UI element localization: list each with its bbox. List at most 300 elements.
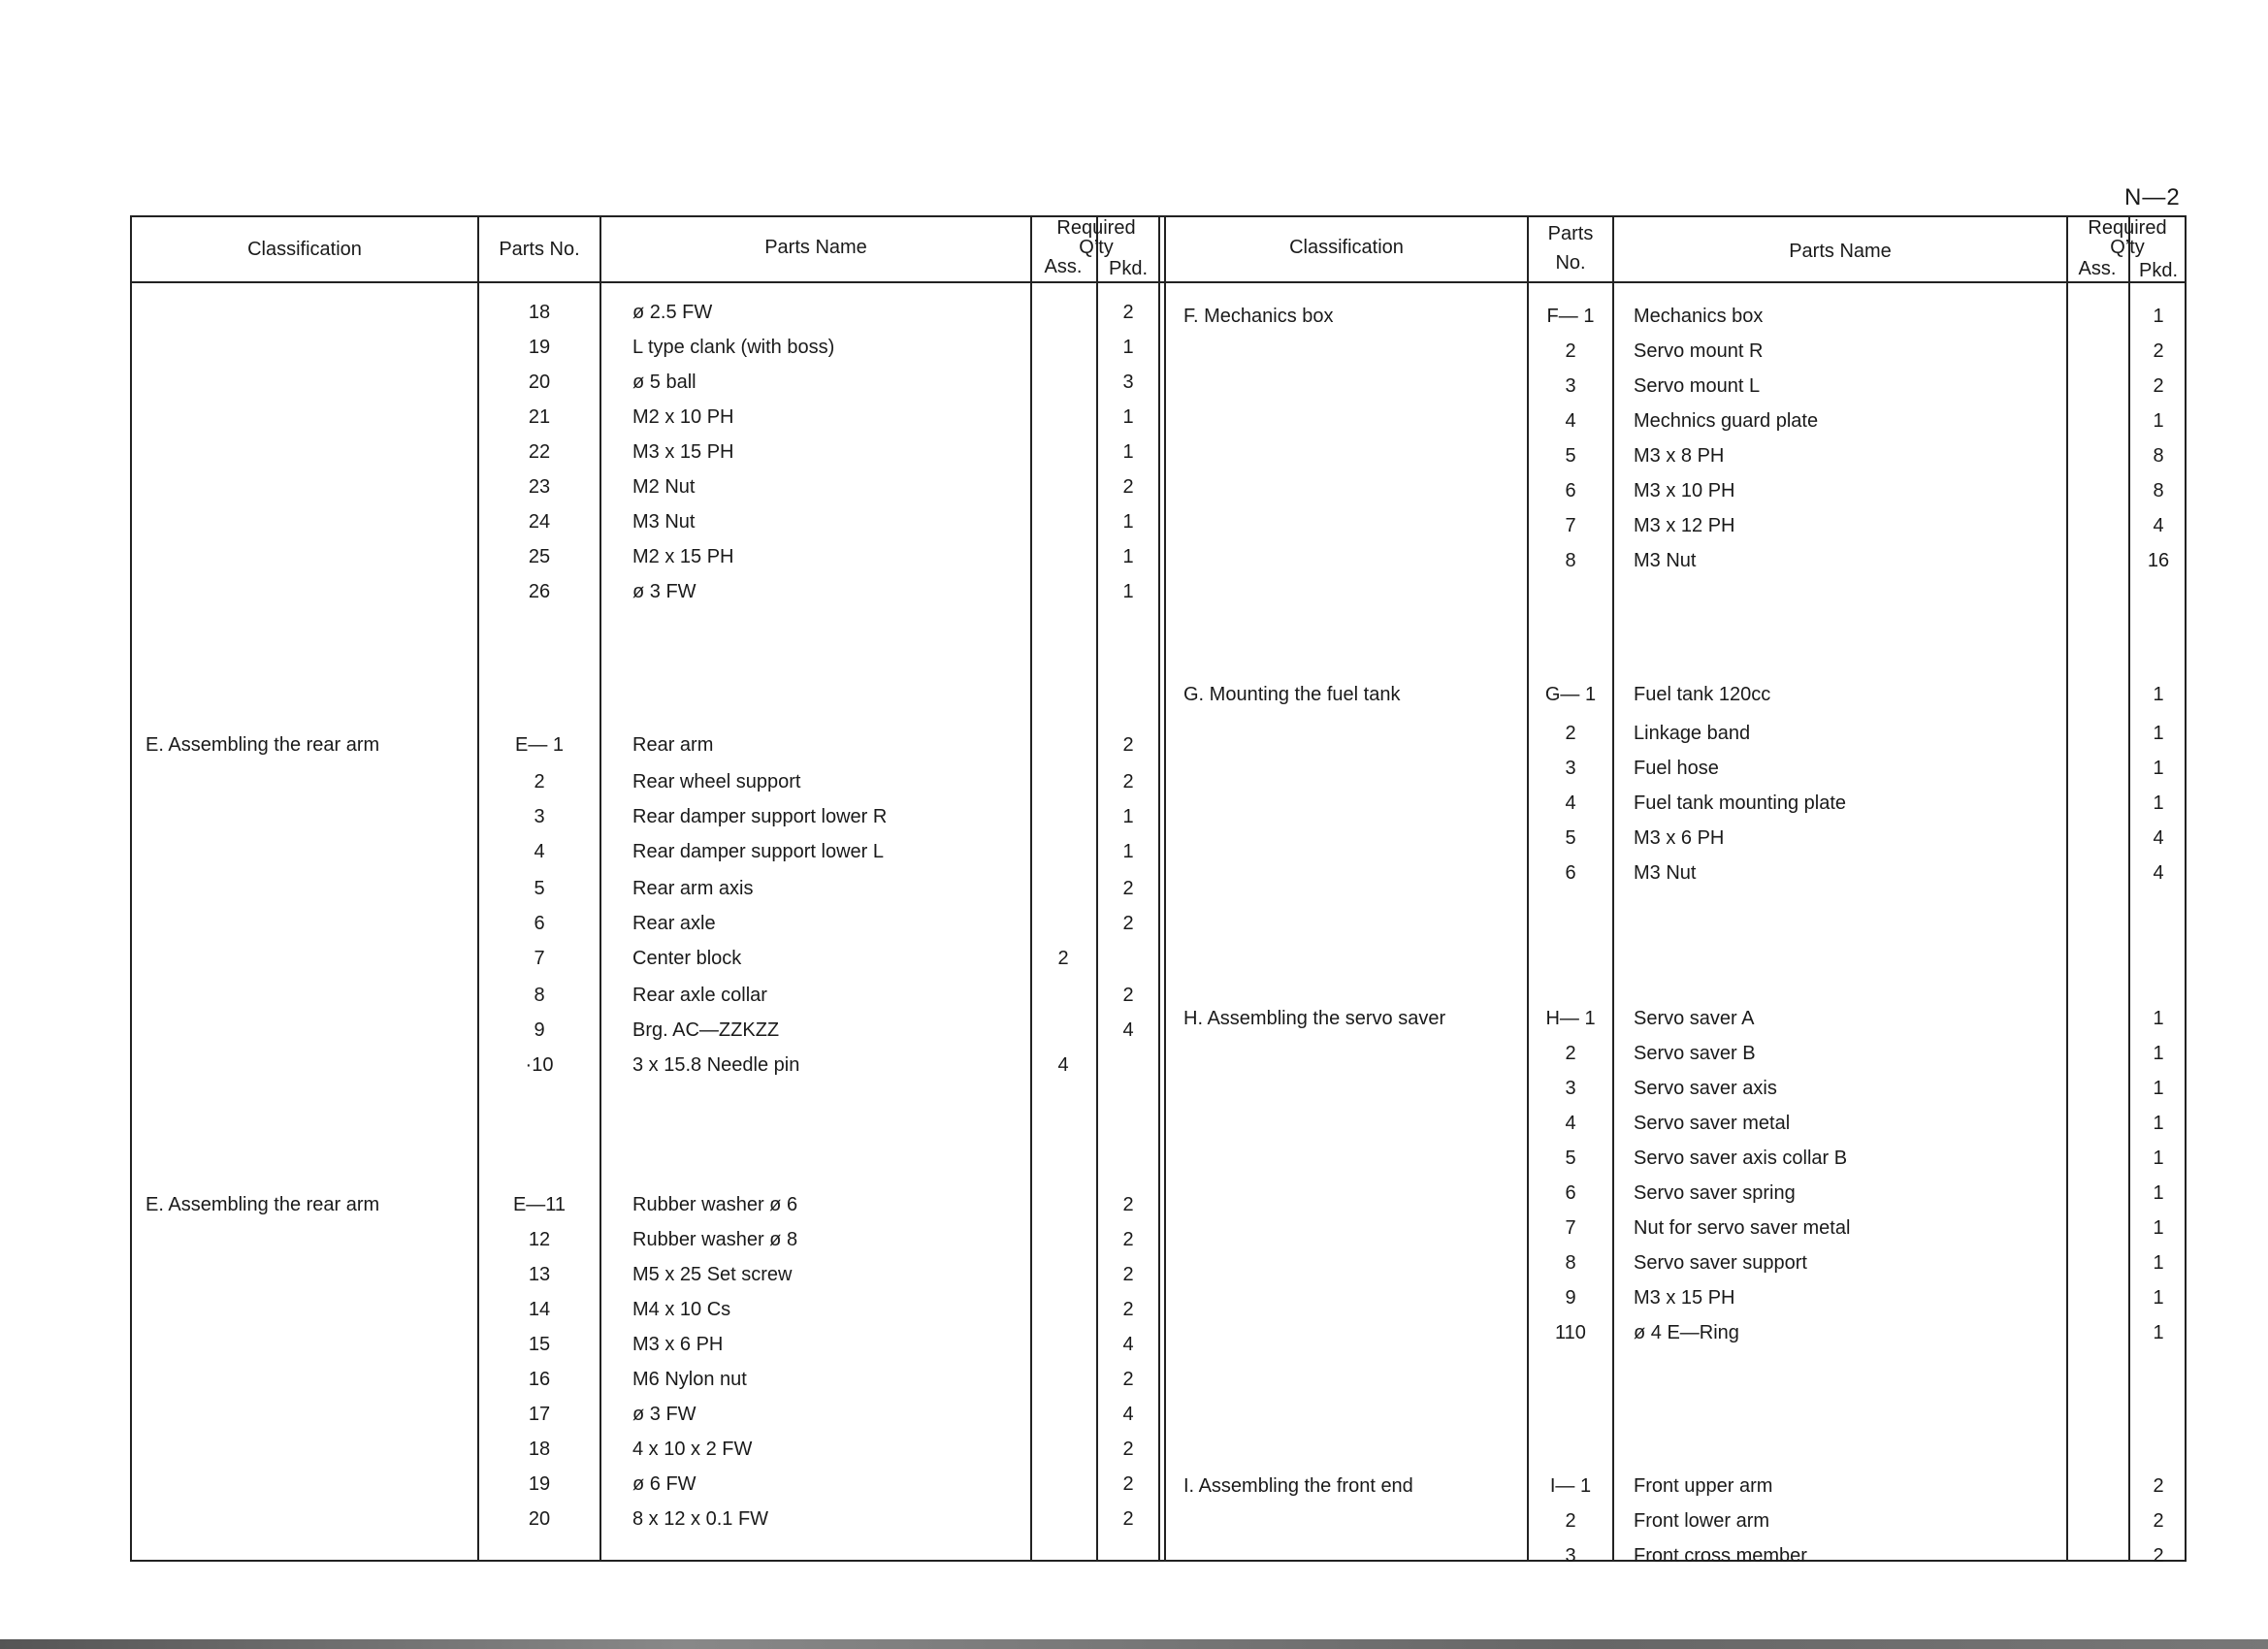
right-parts-no-cell: 3: [1565, 1078, 1576, 1099]
left-qty-pkd-cell: 2: [1122, 734, 1134, 756]
left-qty-pkd-cell: 2: [1122, 771, 1134, 792]
header-ass: Ass.: [2078, 258, 2117, 279]
left-classification-cell: [146, 301, 475, 324]
left-qty-ass-cell: [1032, 580, 1094, 603]
right-classification-cell: [1183, 340, 1523, 363]
right-qty-ass-cell: [2068, 826, 2126, 850]
left-qty-pkd-cell: 2: [1122, 1508, 1134, 1530]
right-qty-ass-cell: [2068, 444, 2126, 468]
header-required: Required: [2088, 217, 2167, 239]
right-parts-name-cell: Fuel tank 120cc: [1634, 684, 1771, 705]
left-parts-no-cell: 26: [528, 581, 551, 602]
left-qty-ass-cell: [1032, 877, 1094, 900]
left-qty-pkd-cell: 2: [1122, 1299, 1134, 1320]
left-parts-name-cell: Brg. AC—ZZKZZ: [632, 1019, 780, 1041]
left-parts-name-cell: Rear damper support lower L: [632, 841, 885, 862]
header-parts-no: No.: [1555, 252, 1586, 274]
left-parts-no-cell: 7: [534, 948, 545, 969]
right-parts-no-cell: 6: [1565, 862, 1576, 884]
right-parts-name-cell: M3 Nut: [1634, 862, 1697, 884]
left-parts-name-cell: 4 x 10 x 2 FW: [632, 1439, 753, 1460]
left-qty-pkd-cell: 2: [1122, 878, 1134, 899]
left-qty-ass-cell: [1032, 1368, 1094, 1391]
left-qty-pkd-cell: 4: [1122, 1019, 1134, 1041]
right-qty-pkd-cell: 2: [2153, 1475, 2164, 1497]
left-parts-no-cell: ·10: [525, 1054, 554, 1076]
header-tick: [2128, 258, 2129, 281]
left-qty-ass-cell: [1032, 840, 1094, 863]
right-parts-name-cell: Servo saver axis: [1634, 1078, 1777, 1099]
right-qty-ass-cell: [2068, 1007, 2126, 1030]
right-parts-no-cell: 6: [1565, 1182, 1576, 1204]
right-classification-cell: [1183, 1286, 1523, 1310]
right-classification-cell: [1183, 514, 1523, 537]
right-qty-ass-cell: [2068, 792, 2126, 815]
left-parts-name-cell: Rear arm axis: [632, 878, 754, 899]
left-classification-cell: [146, 475, 475, 499]
left-classification-cell: [146, 1298, 475, 1321]
right-qty-ass-cell: [2068, 340, 2126, 363]
right-qty-ass-cell: [2068, 722, 2126, 745]
right-parts-name-cell: Linkage band: [1634, 723, 1751, 744]
right-parts-no-cell: H— 1: [1545, 1008, 1596, 1029]
left-qty-pkd-cell: [1098, 1053, 1158, 1077]
left-parts-no-cell: 5: [534, 878, 545, 899]
left-parts-name-cell: ø 6 FW: [632, 1473, 697, 1495]
right-parts-name-cell: Servo mount R: [1634, 340, 1764, 362]
left-parts-no-cell: 3: [534, 806, 545, 827]
right-classification-cell: [1183, 1544, 1523, 1568]
left-classification-cell: [146, 1403, 475, 1426]
right-parts-name-cell: Servo saver metal: [1634, 1113, 1791, 1134]
right-classification-cell: [1183, 1112, 1523, 1135]
left-classification-cell: [146, 371, 475, 394]
left-qty-pkd-cell: 2: [1122, 985, 1134, 1006]
right-parts-name-cell: M3 x 6 PH: [1634, 827, 1725, 849]
left-parts-name-cell: 8 x 12 x 0.1 FW: [632, 1508, 769, 1530]
right-parts-no-cell: 8: [1565, 1252, 1576, 1274]
left-qty-ass-cell: [1032, 510, 1094, 534]
right-qty-ass-cell: [2068, 1042, 2126, 1065]
right-classification-cell: [1183, 549, 1523, 572]
right-qty-pkd-cell: 1: [2153, 1008, 2164, 1029]
right-parts-no-cell: 3: [1565, 375, 1576, 397]
left-parts-no-cell: 25: [528, 546, 551, 567]
left-qty-ass-cell: [1032, 770, 1094, 793]
left-parts-name-cell: M2 x 15 PH: [632, 546, 734, 567]
center-double-rule: [1158, 217, 1160, 1560]
left-qty-pkd-cell: 2: [1122, 913, 1134, 934]
header-rule: [132, 281, 2187, 283]
right-parts-no-cell: 4: [1565, 410, 1576, 432]
left-classification-cell: [146, 1507, 475, 1531]
header-parts-no: Parts: [1547, 223, 1594, 244]
right-parts-name-cell: Mechanics box: [1634, 306, 1764, 327]
right-parts-no-cell: 2: [1565, 1510, 1576, 1532]
header-parts-name: Parts Name: [764, 237, 867, 258]
left-parts-no-cell: 20: [528, 372, 551, 393]
right-qty-ass-cell: [2068, 1147, 2126, 1170]
right-parts-no-cell: 4: [1565, 792, 1576, 814]
left-classification-cell: [146, 1472, 475, 1496]
right-classification-cell: [1183, 1147, 1523, 1170]
right-classification-cell: [1183, 792, 1523, 815]
right-classification-cell: [1183, 479, 1523, 502]
right-qty-pkd-cell: 1: [2153, 684, 2164, 705]
right-parts-no-cell: 6: [1565, 480, 1576, 501]
right-qty-ass-cell: [2068, 1251, 2126, 1275]
left-qty-pkd-cell: 1: [1122, 581, 1134, 602]
right-qty-ass-cell: [2068, 1286, 2126, 1310]
left-classification-cell: [146, 947, 475, 970]
right-parts-name-cell: Servo saver spring: [1634, 1182, 1796, 1204]
header-parts-name: Parts Name: [1789, 241, 1892, 262]
left-parts-name-cell: Rear axle collar: [632, 985, 767, 1006]
left-parts-name-cell: M6 Nylon nut: [632, 1369, 747, 1390]
left-parts-name-cell: Rear wheel support: [632, 771, 801, 792]
left-classification-cell: [146, 336, 475, 359]
left-parts-name-cell: M2 x 10 PH: [632, 406, 734, 428]
right-qty-pkd-cell: 1: [2153, 1148, 2164, 1169]
right-classification-cell: [1183, 1321, 1523, 1344]
right-qty-pkd-cell: 4: [2153, 827, 2164, 849]
left-parts-no-cell: 9: [534, 1019, 545, 1041]
left-qty-pkd-cell: 2: [1122, 1473, 1134, 1495]
left-parts-no-cell: 19: [528, 337, 551, 358]
right-classification-cell: [1183, 1181, 1523, 1205]
left-parts-no-cell: 24: [528, 511, 551, 533]
left-parts-no-cell: 12: [528, 1229, 551, 1250]
left-qty-pkd-cell: 1: [1122, 337, 1134, 358]
right-qty-ass-cell: [2068, 479, 2126, 502]
right-parts-name-cell: Front cross member: [1634, 1545, 1807, 1567]
left-qty-pkd-cell: 2: [1122, 1264, 1134, 1285]
left-parts-name-cell: M2 Nut: [632, 476, 696, 498]
left-classification-cell: [146, 580, 475, 603]
right-qty-ass-cell: [2068, 861, 2126, 885]
left-qty-ass-cell: [1032, 301, 1094, 324]
left-qty-ass-cell: 2: [1057, 948, 1069, 969]
left-qty-ass-cell: [1032, 1403, 1094, 1426]
header-tick: [1096, 258, 1097, 281]
left-parts-no-cell: 2: [534, 771, 545, 792]
right-classification-cell: [1183, 757, 1523, 780]
center-double-rule: [1164, 217, 1166, 1560]
left-qty-ass-cell: [1032, 805, 1094, 828]
right-parts-no-cell: 5: [1565, 1148, 1576, 1169]
right-qty-pkd-cell: 1: [2153, 1252, 2164, 1274]
header-classification: Classification: [247, 239, 362, 260]
right-classification-cell: [1183, 374, 1523, 398]
scan-edge: [0, 1639, 2268, 1649]
left-qty-ass-cell: [1032, 545, 1094, 568]
right-classification-cell: [1183, 722, 1523, 745]
left-qty-ass-cell: [1032, 1438, 1094, 1461]
header-qty: Q’ty: [2110, 237, 2145, 258]
right-parts-name-cell: M3 Nut: [1634, 550, 1697, 571]
right-classification-cell: [1183, 1251, 1523, 1275]
right-qty-ass-cell: [2068, 683, 2126, 706]
left-parts-no-cell: 8: [534, 985, 545, 1006]
right-qty-pkd-cell: 1: [2153, 1322, 2164, 1343]
right-qty-ass-cell: [2068, 514, 2126, 537]
left-qty-ass-cell: [1032, 733, 1094, 757]
left-parts-no-cell: 22: [528, 441, 551, 463]
right-qty-ass-cell: [2068, 1112, 2126, 1135]
right-parts-no-cell: 7: [1565, 515, 1576, 536]
left-parts-no-cell: 20: [528, 1508, 551, 1530]
right-qty-ass-cell: [2068, 1321, 2126, 1344]
header-pkd: Pkd.: [2138, 260, 2179, 281]
right-classification-cell: I. Assembling the front end: [1183, 1475, 1413, 1497]
left-qty-ass-cell: [1032, 1507, 1094, 1531]
right-parts-no-cell: 3: [1565, 1545, 1576, 1567]
left-parts-name-cell: Rubber washer ø 6: [632, 1194, 798, 1215]
right-parts-name-cell: Mechnics guard plate: [1634, 410, 1819, 432]
right-qty-pkd-cell: 16: [2147, 550, 2170, 571]
right-qty-ass-cell: [2068, 549, 2126, 572]
left-parts-no-cell: 14: [528, 1299, 551, 1320]
left-parts-name-cell: M3 x 6 PH: [632, 1334, 724, 1355]
right-parts-no-cell: 2: [1565, 1043, 1576, 1064]
left-parts-no-cell: E— 1: [514, 734, 565, 756]
left-qty-ass-cell: [1032, 912, 1094, 935]
column-divider: [1612, 217, 1614, 1560]
right-parts-name-cell: Fuel tank mounting plate: [1634, 792, 1847, 814]
left-qty-pkd-cell: 2: [1122, 1369, 1134, 1390]
right-classification-cell: H. Assembling the servo saver: [1183, 1008, 1446, 1029]
left-classification-cell: [146, 1228, 475, 1251]
right-qty-pkd-cell: 1: [2153, 758, 2164, 779]
left-classification-cell: [146, 405, 475, 429]
right-qty-ass-cell: [2068, 1077, 2126, 1100]
right-qty-pkd-cell: 4: [2153, 515, 2164, 536]
left-parts-name-cell: L type clank (with boss): [632, 337, 835, 358]
left-qty-ass-cell: [1032, 1228, 1094, 1251]
header-pkd: Pkd.: [1108, 258, 1149, 279]
left-classification-cell: [146, 840, 475, 863]
right-qty-pkd-cell: 2: [2153, 1545, 2164, 1567]
left-parts-no-cell: 13: [528, 1264, 551, 1285]
right-qty-ass-cell: [2068, 1509, 2126, 1533]
right-qty-pkd-cell: 1: [2153, 792, 2164, 814]
left-parts-name-cell: ø 2.5 FW: [632, 302, 713, 323]
left-qty-ass-cell: [1032, 984, 1094, 1007]
left-classification-cell: [146, 1333, 475, 1356]
right-qty-ass-cell: [2068, 1181, 2126, 1205]
left-qty-ass-cell: [1032, 1263, 1094, 1286]
left-qty-pkd-cell: 1: [1122, 441, 1134, 463]
left-parts-name-cell: Rubber washer ø 8: [632, 1229, 798, 1250]
right-qty-pkd-cell: 1: [2153, 1217, 2164, 1239]
header-classification: Classification: [1289, 237, 1404, 258]
left-parts-no-cell: 17: [528, 1404, 551, 1425]
left-classification-cell: [146, 1438, 475, 1461]
left-classification-cell: E. Assembling the rear arm: [146, 734, 380, 756]
left-qty-ass-cell: [1032, 1333, 1094, 1356]
right-parts-name-cell: Nut for servo saver metal: [1634, 1217, 1851, 1239]
left-qty-ass-cell: [1032, 336, 1094, 359]
right-classification-cell: [1183, 444, 1523, 468]
right-parts-no-cell: 9: [1565, 1287, 1576, 1309]
right-classification-cell: F. Mechanics box: [1183, 306, 1334, 327]
right-qty-pkd-cell: 1: [2153, 1043, 2164, 1064]
left-classification-cell: [146, 440, 475, 464]
right-parts-name-cell: M3 x 10 PH: [1634, 480, 1735, 501]
right-parts-name-cell: Servo saver A: [1634, 1008, 1755, 1029]
right-qty-pkd-cell: 4: [2153, 862, 2164, 884]
left-parts-no-cell: E—11: [512, 1194, 567, 1215]
left-qty-pkd-cell: 1: [1122, 406, 1134, 428]
right-qty-pkd-cell: 8: [2153, 480, 2164, 501]
left-classification-cell: [146, 545, 475, 568]
left-parts-no-cell: 6: [534, 913, 545, 934]
left-qty-pkd-cell: 1: [1122, 841, 1134, 862]
left-qty-ass-cell: [1032, 475, 1094, 499]
right-qty-ass-cell: [2068, 305, 2126, 328]
right-qty-pkd-cell: 1: [2153, 1287, 2164, 1309]
left-classification-cell: [146, 984, 475, 1007]
left-classification-cell: E. Assembling the rear arm: [146, 1194, 380, 1215]
left-qty-ass-cell: [1032, 1193, 1094, 1216]
header-qty: Q’ty: [1079, 237, 1114, 258]
left-classification-cell: [146, 877, 475, 900]
left-classification-cell: [146, 1018, 475, 1042]
right-qty-pkd-cell: 1: [2153, 410, 2164, 432]
left-classification-cell: [146, 1053, 475, 1077]
right-parts-no-cell: 2: [1565, 340, 1576, 362]
left-qty-pkd-cell: 4: [1122, 1404, 1134, 1425]
left-parts-name-cell: Rear damper support lower R: [632, 806, 888, 827]
right-qty-pkd-cell: 2: [2153, 1510, 2164, 1532]
left-parts-name-cell: 3 x 15.8 Needle pin: [632, 1054, 800, 1076]
left-qty-pkd-cell: 1: [1122, 806, 1134, 827]
left-parts-name-cell: Rear axle: [632, 913, 716, 934]
right-classification-cell: [1183, 1077, 1523, 1100]
right-parts-name-cell: Fuel hose: [1634, 758, 1719, 779]
right-qty-ass-cell: [2068, 1544, 2126, 1568]
left-qty-pkd-cell: 3: [1122, 372, 1134, 393]
left-parts-name-cell: M5 x 25 Set screw: [632, 1264, 793, 1285]
left-parts-no-cell: 19: [528, 1473, 551, 1495]
left-qty-pkd-cell: 2: [1122, 476, 1134, 498]
left-qty-ass-cell: [1032, 405, 1094, 429]
page-number: N—2: [2124, 184, 2181, 210]
left-qty-ass-cell: 4: [1057, 1054, 1069, 1076]
left-parts-no-cell: 18: [528, 1439, 551, 1460]
left-qty-pkd-cell: [1098, 947, 1158, 970]
right-parts-name-cell: Servo saver B: [1634, 1043, 1756, 1064]
left-classification-cell: [146, 912, 475, 935]
right-parts-no-cell: 8: [1565, 550, 1576, 571]
left-qty-pkd-cell: 1: [1122, 546, 1134, 567]
right-classification-cell: [1183, 861, 1523, 885]
left-parts-name-cell: ø 3 FW: [632, 1404, 697, 1425]
left-parts-no-cell: 18: [528, 302, 551, 323]
right-qty-ass-cell: [2068, 1474, 2126, 1498]
left-qty-ass-cell: [1032, 1298, 1094, 1321]
left-parts-name-cell: Center block: [632, 948, 742, 969]
right-qty-pkd-cell: 1: [2153, 1182, 2164, 1204]
right-classification-cell: G. Mounting the fuel tank: [1183, 684, 1401, 705]
right-parts-name-cell: Front lower arm: [1634, 1510, 1770, 1532]
right-qty-ass-cell: [2068, 374, 2126, 398]
right-parts-no-cell: 5: [1565, 445, 1576, 467]
left-classification-cell: [146, 805, 475, 828]
header-required: Required: [1056, 217, 1136, 239]
right-parts-name-cell: Front upper arm: [1634, 1475, 1773, 1497]
right-classification-cell: [1183, 409, 1523, 433]
right-parts-no-cell: 5: [1565, 827, 1576, 849]
left-parts-no-cell: 4: [534, 841, 545, 862]
left-parts-no-cell: 23: [528, 476, 551, 498]
left-parts-no-cell: 16: [528, 1369, 551, 1390]
header-parts-no: Parts No.: [499, 239, 580, 260]
right-qty-pkd-cell: 2: [2153, 375, 2164, 397]
left-classification-cell: [146, 1368, 475, 1391]
right-parts-no-cell: 4: [1565, 1113, 1576, 1134]
right-parts-name-cell: ø 4 E—Ring: [1634, 1322, 1739, 1343]
left-parts-name-cell: M3 Nut: [632, 511, 696, 533]
left-qty-pkd-cell: 1: [1122, 511, 1134, 533]
left-qty-pkd-cell: 2: [1122, 302, 1134, 323]
right-classification-cell: [1183, 826, 1523, 850]
right-parts-name-cell: M3 x 15 PH: [1634, 1287, 1735, 1309]
parts-table: [130, 215, 2187, 1567]
left-parts-name-cell: M3 x 15 PH: [632, 441, 734, 463]
left-parts-name-cell: M4 x 10 Cs: [632, 1299, 731, 1320]
right-qty-pkd-cell: 1: [2153, 723, 2164, 744]
right-parts-no-cell: F— 1: [1546, 306, 1595, 327]
right-classification-cell: [1183, 1042, 1523, 1065]
right-qty-pkd-cell: 1: [2153, 1113, 2164, 1134]
right-qty-ass-cell: [2068, 757, 2126, 780]
left-parts-name-cell: Rear arm: [632, 734, 714, 756]
left-parts-no-cell: 15: [528, 1334, 551, 1355]
right-parts-name-cell: Servo saver axis collar B: [1634, 1148, 1848, 1169]
left-qty-ass-cell: [1032, 371, 1094, 394]
left-qty-pkd-cell: 2: [1122, 1229, 1134, 1250]
right-classification-cell: [1183, 1509, 1523, 1533]
left-qty-pkd-cell: 2: [1122, 1194, 1134, 1215]
left-classification-cell: [146, 770, 475, 793]
right-parts-no-cell: 7: [1565, 1217, 1576, 1239]
left-parts-no-cell: 21: [528, 406, 551, 428]
left-qty-ass-cell: [1032, 1472, 1094, 1496]
right-parts-no-cell: 110: [1555, 1322, 1586, 1343]
right-parts-no-cell: 2: [1565, 723, 1576, 744]
left-parts-name-cell: ø 5 ball: [632, 372, 697, 393]
right-qty-pkd-cell: 1: [2153, 1078, 2164, 1099]
left-qty-ass-cell: [1032, 1018, 1094, 1042]
right-parts-name-cell: Servo mount L: [1634, 375, 1761, 397]
right-qty-ass-cell: [2068, 409, 2126, 433]
right-parts-name-cell: M3 x 12 PH: [1634, 515, 1735, 536]
right-classification-cell: [1183, 1216, 1523, 1240]
right-parts-name-cell: M3 x 8 PH: [1634, 445, 1725, 467]
header-ass: Ass.: [1044, 256, 1083, 277]
left-classification-cell: [146, 510, 475, 534]
right-parts-no-cell: G— 1: [1544, 684, 1597, 705]
left-parts-name-cell: ø 3 FW: [632, 581, 697, 602]
left-qty-pkd-cell: 2: [1122, 1439, 1134, 1460]
right-parts-no-cell: I— 1: [1549, 1475, 1592, 1497]
right-parts-name-cell: Servo saver support: [1634, 1252, 1807, 1274]
left-qty-pkd-cell: 4: [1122, 1334, 1134, 1355]
right-qty-pkd-cell: 1: [2153, 306, 2164, 327]
right-qty-pkd-cell: 2: [2153, 340, 2164, 362]
right-qty-ass-cell: [2068, 1216, 2126, 1240]
